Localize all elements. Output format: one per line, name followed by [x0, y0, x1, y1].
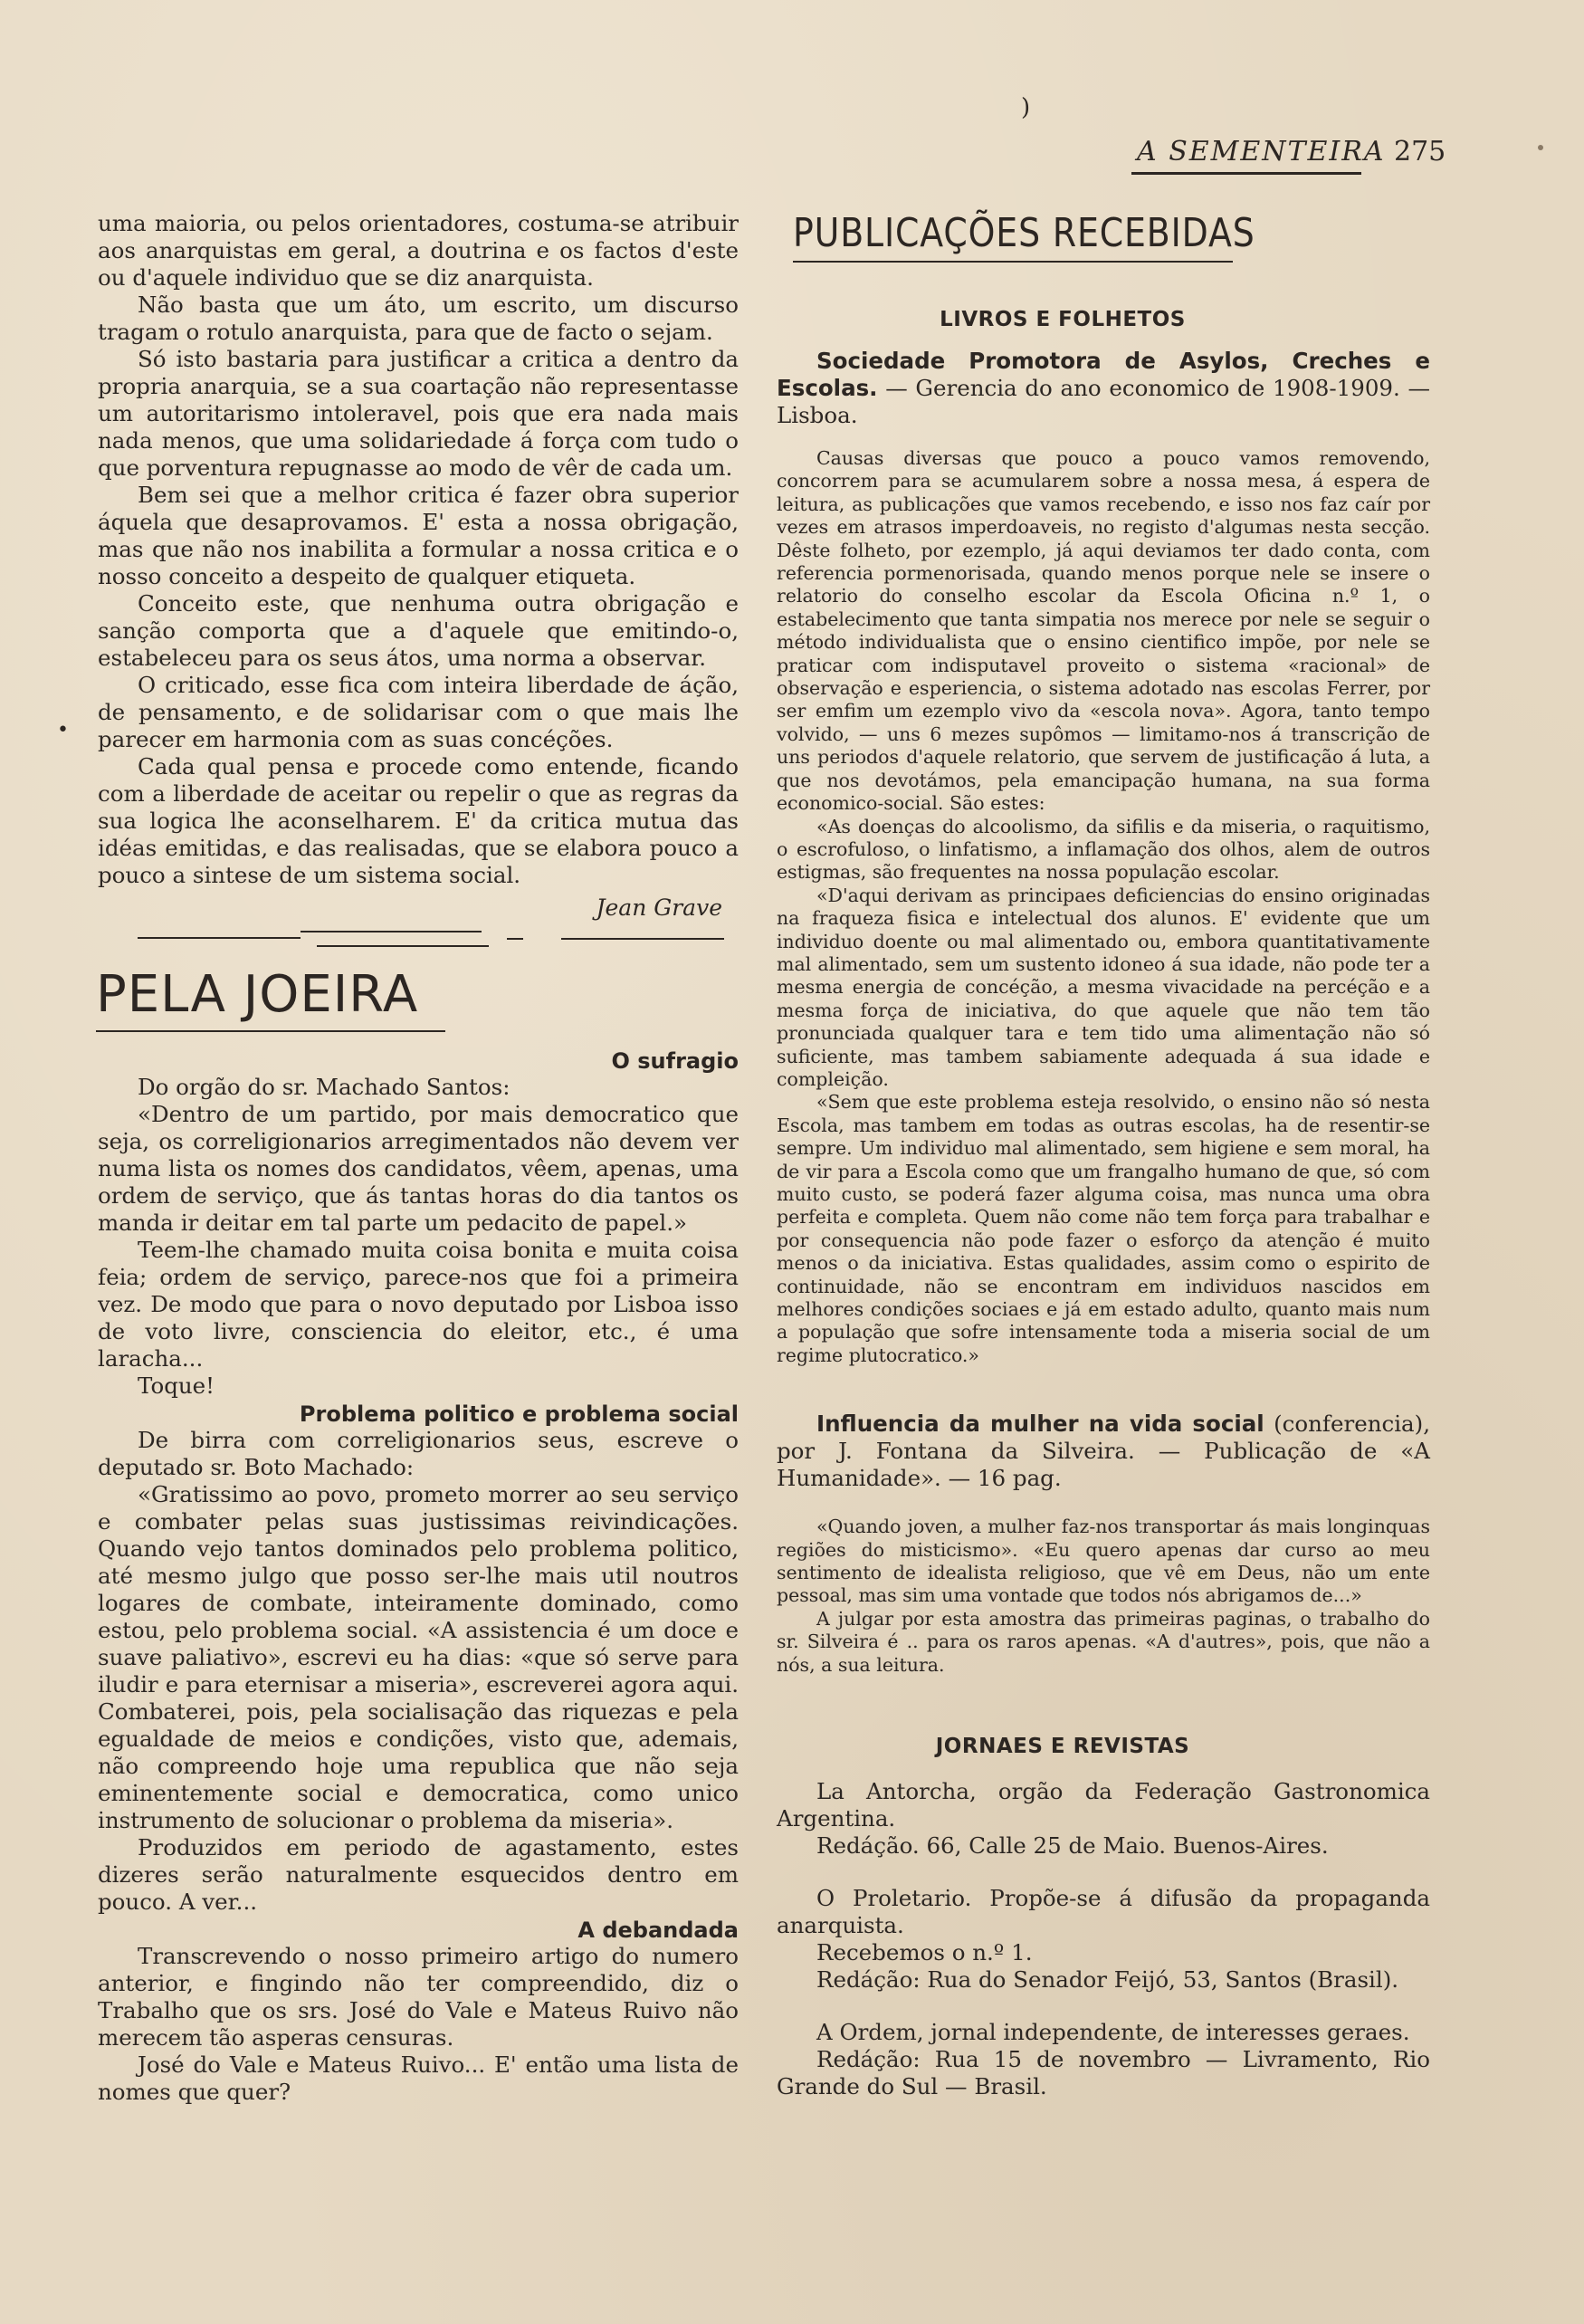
journal-address: Redáção: Rua do Senador Feijó, 53, Santos (Brasil).: [816, 1966, 1399, 1994]
journal-note: Recebemos o n.º 1.: [816, 1939, 1033, 1966]
author-signature: Jean Grave: [596, 894, 722, 921]
paragraph: José do Vale e Mateus Ruivo... E' então uma lista de nomes que quer?: [98, 2051, 739, 2105]
paragraph: Transcrevendo o nosso primeiro artigo do numero anterior, e fingindo não ter compreendido, diz o Trabalho que os srs. José do Vale e Mateus Ruivo não merecem tão asperas censuras.: [98, 1943, 739, 2051]
title-underline: [96, 1030, 445, 1032]
paragraph: «Sem que este problema esteja resolvido, o ensino não só nesta Escola, mas tambem em todas as outras escolas, ha de resentir-se sempre. Um individuo mal alimentado, sem higiene e sem moral, ha de vir para a Escola como que um frangalho humano de que, só com muito custo, se poderá fazer alguma coisa, mas nunca uma obra perfeita e completa. Quem não come não tem força para trabalhar e por consequencia não pode fazer o esforço da atenção é muito menos o da iniciativa. Estas qualidades, assim como o espirito de continuidade, não se encontram em individuos nascidos em melhores condições sociaes e já em estado adulto, quanto mais num a população que sofre intensamente toda a miseria social de um regime plutocratico.»: [777, 1091, 1430, 1366]
section-publicacoes: [777, 308, 1430, 2100]
paragraph: O criticado, esse fica com inteira liberdade de áção, de pensamento, e de solidarisar com o que mais lhe parecer em harmonia com as suas concéções.: [98, 672, 739, 752]
paragraph: De birra com correligionarios seus, escreve o deputado sr. Boto Machado:: [98, 1427, 739, 1480]
separator-rule: [561, 938, 724, 940]
sociedade-review-text: [777, 447, 1430, 1367]
paragraph: «Dentro de um partido, por mais democratico que seja, os correligionarios arregimentados não devem ver numa lista os nomes dos candidatos, vêem, apenas, uma ordem de serviço, que ás tantas horas do dia tantos os manda ir deitar em tal parte um pedacito de papel.»: [98, 1101, 739, 1236]
paragraph: Não basta que um áto, um escrito, um discurso tragam o rotulo anarquista, para que de facto o sejam.: [98, 292, 739, 345]
margin-mark: •: [57, 719, 69, 741]
paper-speck: [1538, 145, 1543, 150]
paragraph: Do orgão do sr. Machado Santos:: [138, 1074, 511, 1100]
debandada-text: [98, 1943, 739, 2106]
separator-rule: [317, 945, 489, 947]
running-header-title: A SEMENTEIRA: [1137, 136, 1386, 167]
entry-influencia-mulher: [777, 1411, 1430, 1492]
influencia-review-text: [777, 1516, 1430, 1677]
paragraph: uma maioria, ou pelos orientadores, costuma-se atribuir aos anarquistas em geral, a doutrina e os factos d'este ou d'aquele individuo que se diz anarquista.: [98, 210, 739, 291]
journal-address: Redáção: Rua 15 de novembro — Livramento, Rio Grande do Sul — Brasil.: [777, 2046, 1430, 2100]
paragraph: «As doenças do alcoolismo, da sifilis e da miseria, o raquitismo, o escrofuloso, o linfatismo, a inflamação dos olhos, alem de outros estigmas, são frequentes na nossa população escolar.: [777, 815, 1430, 884]
paragraph: Só isto bastaria para justificar a critica a dentro da propria anarquia, se a sua coartação não representasse um autoritarismo intoleravel, pois que era nada mais nada menos, que uma solidariedade á força com tudo o que porventura repugnasse ao modo de vêr de cada um.: [98, 346, 739, 481]
section-title-publicacoes: PUBLICAÇÕES RECEBIDAS: [793, 210, 1255, 256]
problema-text: [98, 1427, 739, 1916]
heading-o-sufragio: O sufragio: [611, 1048, 739, 1074]
journals-list: [777, 1778, 1430, 2100]
paragraph: Teem-lhe chamado muita coisa bonita e muita coisa feia; ordem de serviço, parece-nos que foi a primeira vez. De modo que para o novo deputado por Lisboa isso de voto livre, consciencia do eleitor, etc., é uma laracha...: [98, 1237, 739, 1372]
paragraph: A julgar por esta amostra das primeiras paginas, o trabalho do sr. Silveira é .. para os raros apenas. «A d'autres», pois, que não a nós, a sua leitura.: [777, 1607, 1430, 1676]
paragraph: «Gratissimo ao povo, prometo morrer ao seu serviço e combater pelas suas justissimas reivindicações. Quando vejo tantos dominados pelo problema politico, até mesmo julgo que posso ser-lhe mais util noutros logares de combate, inteiramente dominado, como estou, pelo problema social. «A assistencia é um doce e suave paliativo», escrevi eu ha dias: «que só serve para iludir e para eternisar a miseria», escreverei agora aqui. Combaterei, pois, pela socialisação das riquezas e pela egualdade de meios e condições, visto que, ademais, não compreendo hoje uma republica que não seja eminentemente social e democratica, como unico instrumento de solucionar o problema da miseria».: [98, 1481, 739, 1833]
sufragio-text: [98, 1074, 739, 1400]
margin-tick: ): [1021, 94, 1031, 121]
separator-rule: [138, 937, 301, 939]
paragraph: Produzidos em periodo de agastamento, estes dizeres serão naturalmente esquecidos dentro em pouco. A ver...: [98, 1834, 739, 1915]
paragraph: Bem sei que a melhor critica é fazer obra superior áquela que desaprovamos. E' esta a nossa obrigação, mas que não nos inabilita a formular a nossa critica e o nosso conceito a despeito de qualquer etiqueta.: [98, 482, 739, 589]
paragraph: «D'aqui derivam as principaes deficiencias do ensino originadas na fraqueza fisica e intelectual dos alunos. E' evidente que um individuo doente ou mal alimentado ou, embora quantitativamente mal alimentado, sem um sustento idoneo á sua idade, não pode ter a mesma energia de concéção, a mesma vivacidade na percéção e a mesma força de iniciativa, do que aquele que não tem tão pronunciada qualquer tara e tem tido uma alimentação não só suficiente, mas tambem sabiamente adequada á sua idade e compleição.: [777, 884, 1430, 1090]
section-pela-joeira: [98, 1048, 739, 2106]
entry-detail: — Gerencia do ano economico de 1908-1909. — Lisboa.: [777, 375, 1430, 428]
header-rule: [1131, 172, 1361, 175]
article-jean-grave: [98, 210, 739, 922]
heading-a-debandada: A debandada: [577, 1918, 739, 1943]
entry-sociedade-promotora: [777, 348, 1430, 429]
journal-entry: O Proletario. Propõe-se á difusão da propaganda anarquista.: [777, 1885, 1430, 1939]
title-underline: [793, 261, 1233, 263]
paragraph: Toque!: [138, 1372, 215, 1399]
journal-entry: A Ordem, jornal independente, de interesses geraes.: [816, 2019, 1410, 2046]
page-number: 275: [1394, 136, 1446, 167]
separator-rule: [507, 938, 523, 940]
entry-title: Influencia da mulher na vida social: [816, 1411, 1264, 1438]
section-title-pela-joeira: PELA JOEIRA: [96, 965, 419, 1024]
journal-entry: La Antorcha, orgão da Federação Gastronomica Argentina.: [777, 1778, 1430, 1832]
paragraph: Causas diversas que pouco a pouco vamos removendo, concorrem para se acumularem sobre a nossa mesa, á espera de leitura, as publicações que vamos recebendo, e isso nos faz caír por vezes em atrasos imperdoaveis, no registo d'algumas nesta secção. Dêste folheto, por ezemplo, já aqui deviamos ter dado conta, com referencia pormenorisada, quando menos porque nele se insere o relatorio do conselho escolar da Escola Oficina n.º 1, o estabelecimento que tanta simpatia nos merece por nele se seguir o método individualista que o ensino cientifico impõe, por nele se praticar com indisputavel proveito o sistema «racional» de observação e esperiencia, o sistema adotado nas escolas Ferrer, por ser emfim um ezemplo vivo da «escola nova». Agora, tanto tempo volvido, — uns 6 mezes supômos — limitamo-nos á transcrição de uns periodos d'aquele relatorio, que servem de justificação á luta, a que nos devotámos, pela emancipação humana, na sua forma economico-social. São estes:: [777, 447, 1430, 815]
heading-livros-folhetos: LIVROS E FOLHETOS: [940, 308, 1186, 331]
journal-address: Redáção. 66, Calle 25 de Maio. Buenos-Aires.: [816, 1832, 1329, 1860]
heading-jornaes-revistas: JORNAES E REVISTAS: [935, 1735, 1190, 1759]
entry-detail: (conferencia), por J. Fontana da Silveira. — Publicação de «A Humanidade». — 16 pag.: [777, 1411, 1430, 1492]
paragraph: «Quando joven, a mulher faz-nos transportar ás mais longinquas regiões do misticismo». «Eu quero apenas dar curso ao meu sentimento de idealista religioso, que vê em Deus, não um ente pessoal, mas sim uma vontade que todos nós abrigamos de...»: [777, 1516, 1430, 1607]
heading-problema-politico: Problema politico e problema social: [299, 1401, 739, 1427]
separator-rule: [301, 931, 482, 932]
entry-title: Sociedade Promotora de Asylos, Creches e Escolas.: [777, 348, 1430, 401]
paragraph: Conceito este, que nenhuma outra obrigação e sanção comporta que a d'aquele que emitindo-o, estabeleceu para os seus átos, uma norma a observar.: [98, 590, 739, 671]
paragraph: Cada qual pensa e procede como entende, ficando com a liberdade de aceitar ou repelir o que as regras da sua logica lhe aconselharem. E' da critica mutua das idéas emitidas, e das realisadas, que se elabora pouco a pouco a sintese de um sistema social.: [98, 753, 739, 888]
